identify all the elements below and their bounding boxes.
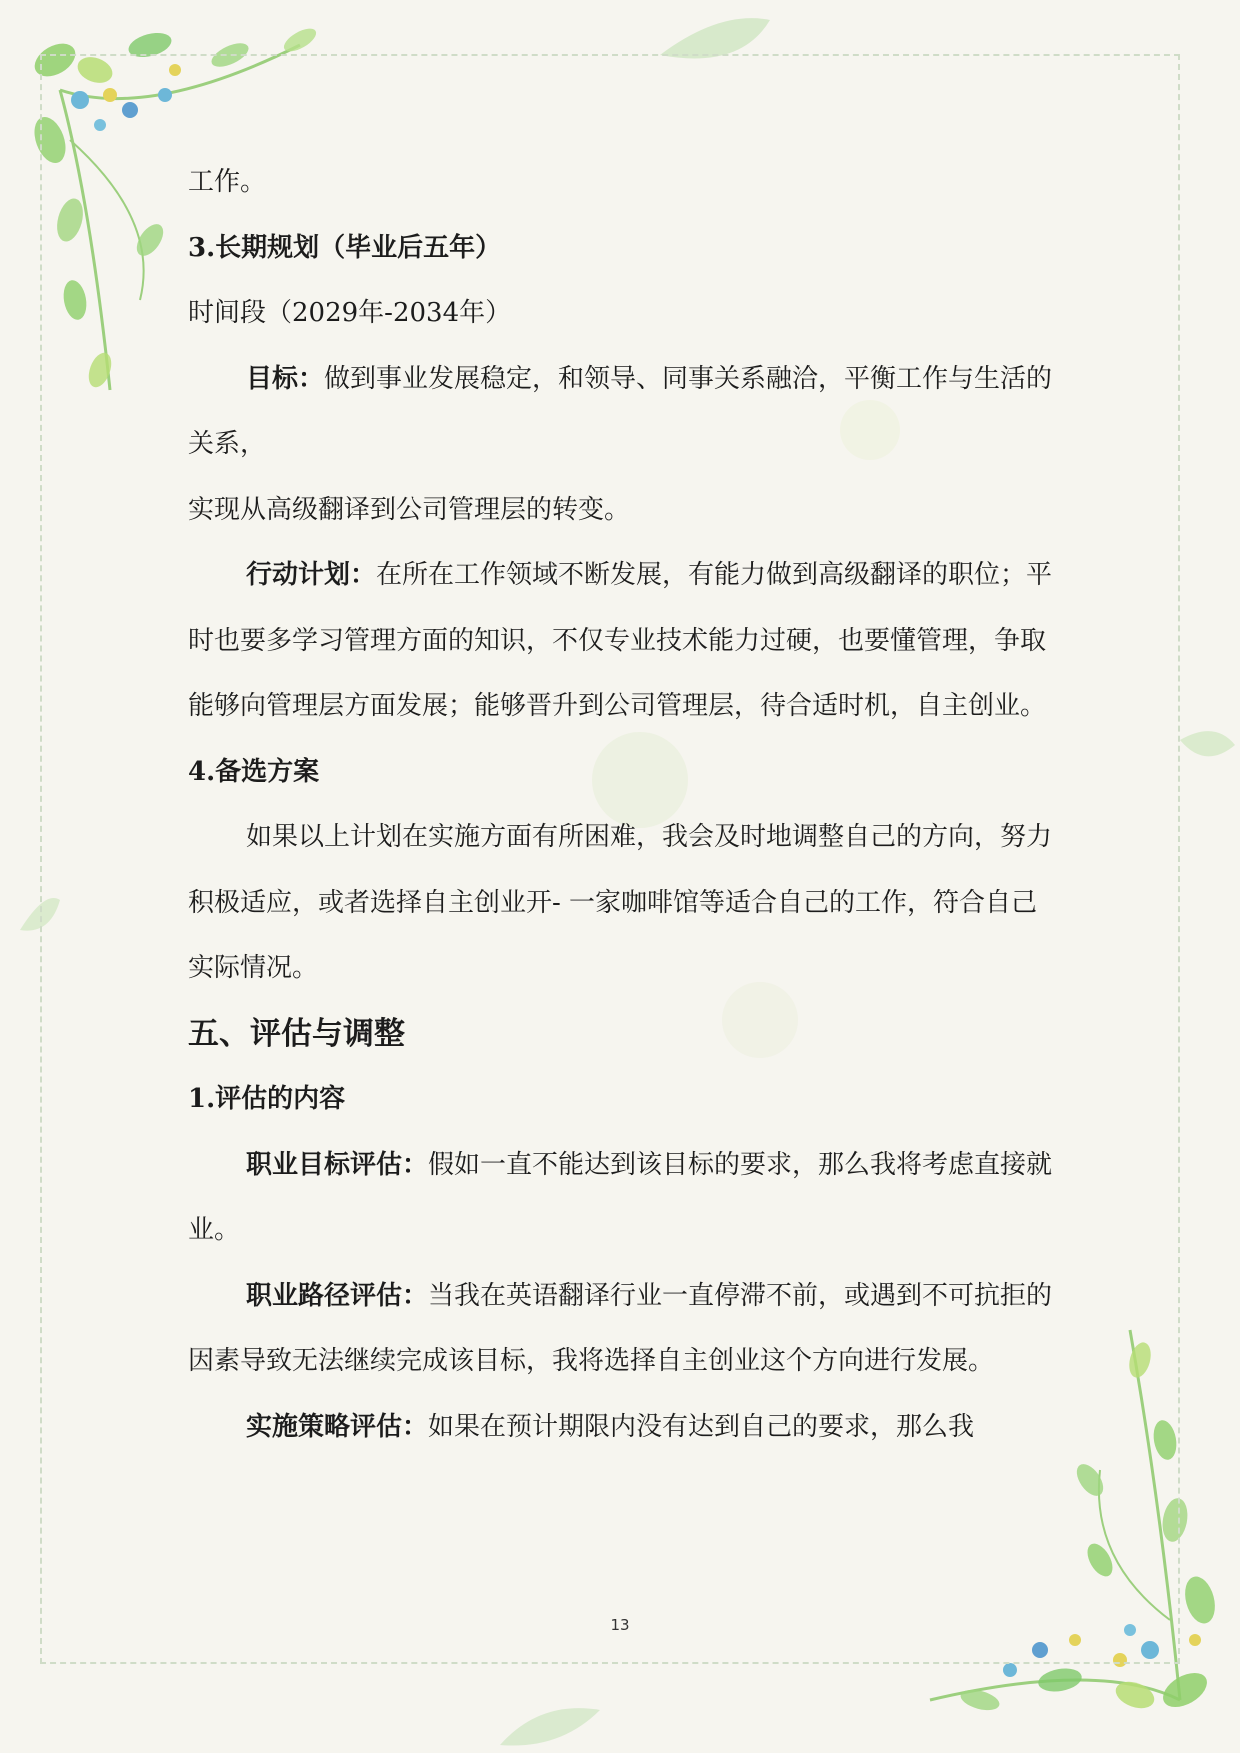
subsection-heading (188, 216, 1058, 282)
paragraph (188, 543, 1058, 740)
paragraph-lead: 目标： (246, 363, 325, 394)
paragraph (188, 478, 1058, 544)
paragraph-text: 在所在工作领域不断发展，有能力做到高级翻译的职位；平时也要多学习管理方面的知识，不仅专业技术能力过硬，也要懂管理，争取能够向管理层方面发展；能够晋升到公司管理层，待合适时机，自主创业。 (188, 560, 1053, 721)
paragraph-text: 实现从高级翻译到公司管理层的转变。 (188, 494, 631, 525)
paragraph-text: 五、评估与调整 (188, 1015, 405, 1052)
subsection-heading (188, 740, 1058, 806)
document-body (188, 150, 1058, 1460)
paragraph-text: 假如一直不能达到该目标的要求，那么我将考虑直接就业。 (188, 1149, 1053, 1245)
paragraph-text: 时间段（2029年-2034年） (188, 298, 512, 328)
paragraph (188, 805, 1058, 1002)
paragraph (188, 1133, 1058, 1264)
paragraph-text: 3.长期规划（毕业后五年） (188, 232, 502, 263)
page-number: 13 (610, 1616, 630, 1634)
paragraph-text: 1.评估的内容 (188, 1084, 346, 1114)
paragraph-text: 如果在预计期限内没有达到自己的要求，那么我 (428, 1411, 975, 1442)
paragraph (188, 281, 1058, 347)
paragraph (188, 347, 1058, 478)
paragraph-text: 如果以上计划在实施方面有所困难，我会及时地调整自己的方向，努力积极适应，或者选择自主创业开- 一家咖啡馆等适合自己的工作，符合自己实际情况。 (188, 822, 1053, 983)
paragraph-lead: 职业目标评估： (246, 1149, 429, 1180)
subsection-heading (188, 1067, 1058, 1133)
section-heading (188, 1002, 1058, 1068)
paragraph-lead: 实施策略评估： (246, 1411, 429, 1442)
paragraph (188, 1395, 1058, 1461)
paragraph-text: 当我在英语翻译行业一直停滞不前，或遇到不可抗拒的因素导致无法继续完成该目标，我将选择自主创业这个方向进行发展。 (188, 1280, 1053, 1376)
paragraph-text: 工作。 (188, 167, 267, 197)
paragraph-text: 4.备选方案 (188, 756, 320, 787)
paragraph (188, 150, 1058, 216)
paragraph-lead: 职业路径评估： (246, 1280, 429, 1311)
paragraph (188, 1264, 1058, 1395)
paragraph-lead: 行动计划： (246, 560, 377, 590)
paragraph-text: 做到事业发展稳定，和领导、同事关系融洽，平衡工作与生活的关系， (188, 363, 1053, 459)
